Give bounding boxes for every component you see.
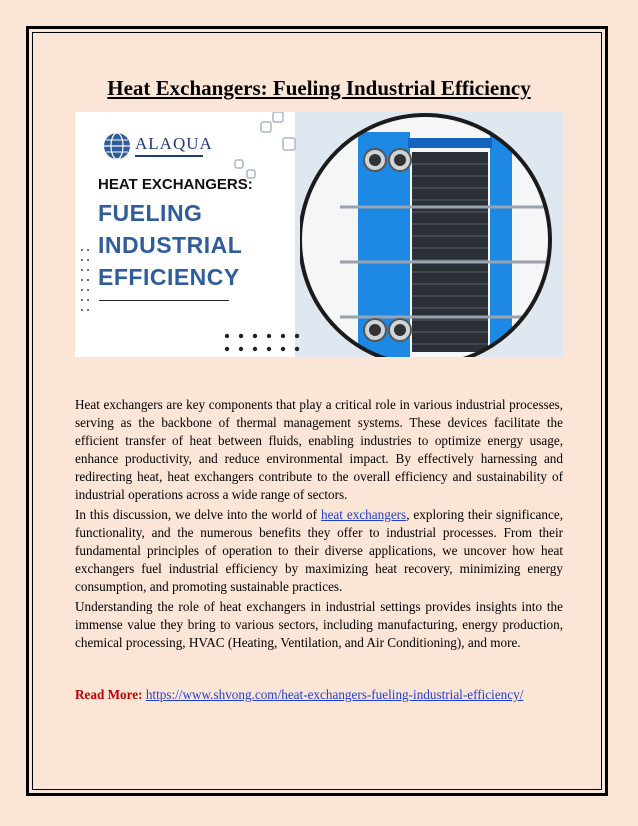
banner-line-3: EFFICIENCY — [98, 264, 240, 290]
logo-underline — [135, 155, 203, 157]
paragraph-discussion-text-after: , exploring their significance, functionality, and the numerous benefits they offer to industrial processes. From their fundamental principles of operation to their diverse applications, we uncover how heat exchangers fuel industrial efficiency by maximizing heat recovery, minimizing energy consumption, and promoting sustainable practices. — [75, 507, 564, 594]
banner-image — [75, 112, 563, 357]
banner-line-1: FUELING — [98, 200, 203, 226]
read-more-line — [75, 686, 563, 704]
logo-text: ALAQUA — [135, 134, 213, 153]
banner-line-2: INDUSTRIAL — [98, 232, 243, 258]
heat-exchangers-link[interactable]: heat exchangers — [320, 507, 407, 522]
banner-divider — [99, 300, 229, 301]
dots-pattern-icon — [80, 248, 90, 318]
heat-exchanger-photo — [300, 112, 563, 357]
paragraph-role: Understanding the role of heat exchangers in industrial settings provides insights into the immense value they bring to various sectors, including manufacturing, energy production, chemical processing, HVAC (Heating, Ventilation, and Air Conditioning), and more. — [75, 599, 563, 650]
read-more-link[interactable]: https://www.shvong.com/heat-exchangers-fueling-industrial-efficiency/ — [145, 687, 524, 702]
banner-heading: HEAT EXCHANGERS: — [98, 176, 253, 193]
globe-logo-icon — [102, 131, 132, 161]
page-title: Heat Exchangers: Fueling Industrial Efficiency — [107, 76, 531, 100]
paragraph-intro: Heat exchangers are key components that play a critical role in various industrial processes, serving as the backbone of thermal management systems. These devices facilitate the efficient transfer of heat between fluids, enabling industries to optimize energy usage, enhance productivity, and reduce environmental impact. By effectively harnessing and redirecting heat, heat exchangers contribute to the overall efficiency and sustainability of industrial operations across a wide range of sectors. — [75, 397, 563, 502]
read-more-label: Read More: — [75, 687, 143, 702]
paragraph-discussion-text-before: In this discussion, we delve into the world of — [75, 507, 321, 522]
paragraph-discussion — [75, 506, 563, 596]
